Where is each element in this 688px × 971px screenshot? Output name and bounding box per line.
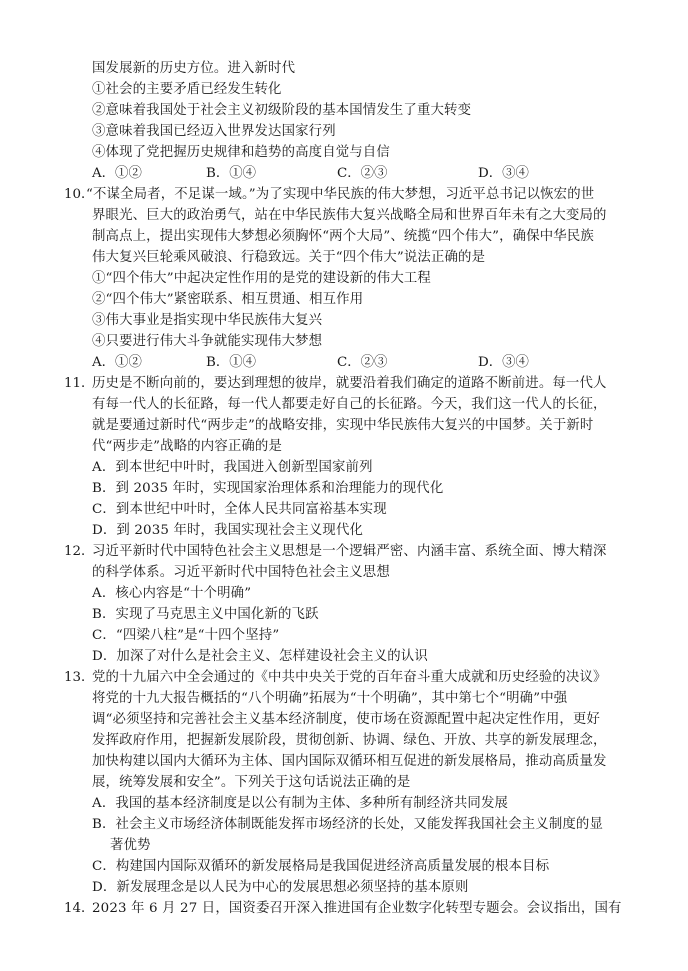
q10-statement-3: ③伟大事业是指实现中华民族伟大复兴 — [92, 313, 323, 328]
q11-stem-line-2: 有每一代人的长征路，每一代人都要走好自己的长征路。今天，我们这一代人的长征， — [92, 397, 607, 412]
q11-number: 11． — [64, 376, 95, 391]
q13-stem-line-2: 将党的十九大报告概括的“八个明确”拓展为“十个明确”，其中第七个“明确”中强 — [92, 691, 568, 706]
q10-stem-line-1: “不谋全局者，不足谋一域。”为了实现中华民族的伟大梦想，习近平总书记以恢宏的世 — [86, 187, 595, 202]
q10-statement-1: ①“四个伟大”中起决定性作用的是党的建设新的伟大工程 — [92, 271, 431, 286]
q13-option-b[interactable]: B．社会主义市场经济体制既能发挥市场经济的长处，又能发挥我国社会主义制度的显 — [92, 817, 603, 832]
q12-option-d[interactable]: D．加深了对什么是社会主义、怎样建设社会主义的认识 — [92, 649, 428, 664]
q12-stem-line-1: 习近平新时代中国特色社会主义思想是一个逻辑严密、内涵丰富、系统全面、博大精深 — [92, 544, 607, 559]
q10-stem-line-4: 伟大复兴巨轮乘风破浪、行稳致远。关于“四个伟大”说法正确的是 — [92, 250, 486, 265]
q13-stem-line-6: 展，统筹发展和安全”。下列关于这句话说法正确的是 — [92, 775, 411, 790]
q10-stem-line-2: 界眼光、巨大的政治勇气，站在中华民族伟大复兴战略全局和世界百年未有之大变局的 — [92, 208, 607, 223]
q13-option-a[interactable]: A．我国的基本经济制度是以公有制为主体、多种所有制经济共同发展 — [92, 796, 509, 811]
q11-stem-line-1: 历史是不断向前的，要达到理想的彼岸，就要沿着我们确定的道路不断前进。每一代人 — [92, 376, 607, 391]
q14-stem-line-1: 2023 年 6 月 27 日，国资委召开深入推进国有企业数字化转型专题会。会议指出，国有 — [92, 901, 622, 916]
q10-option-c[interactable]: C．②③ — [337, 355, 388, 370]
q13-option-b-continued: 著优势 — [110, 838, 151, 853]
q10-number: 10． — [64, 187, 95, 202]
q13-stem-line-1: 党的十九届六中全会通过的《中共中央关于党的百年奋斗重大成就和历史经验的决议》 — [92, 670, 607, 685]
q9-statement-2: ②意味着我国处于社会主义初级阶段的基本国情发生了重大转变 — [92, 103, 472, 118]
q9-stem-tail: 国发展新的历史方位。进入新时代 — [92, 61, 296, 76]
q12-option-a[interactable]: A．核心内容是“十个明确” — [92, 586, 252, 601]
q11-option-c[interactable]: C．到本世纪中叶时，全体人民共同富裕基本实现 — [92, 502, 387, 517]
q9-option-c[interactable]: C．②③ — [337, 166, 388, 181]
q11-option-d[interactable]: D．到 2035 年时，我国实现社会主义现代化 — [92, 523, 364, 538]
q13-stem-line-3: 调“必须坚持和完善社会主义基本经济制度，使市场在资源配置中起决定性作用，更好 — [92, 712, 600, 727]
q9-option-a[interactable]: A．①② — [92, 166, 142, 181]
q9-statement-4: ④体现了党把握历史规律和趋势的高度自觉与自信 — [92, 145, 390, 160]
q11-option-a[interactable]: A．到本世纪中叶时，我国进入创新型国家前列 — [92, 460, 373, 475]
q10-option-d[interactable]: D．③④ — [478, 355, 529, 370]
q13-stem-line-4: 发挥政府作用，把握新发展阶段，贯彻创新、协调、绿色、开放、共享的新发展理念， — [92, 733, 607, 748]
q12-option-b[interactable]: B．实现了马克思主义中国化新的飞跃 — [92, 607, 319, 622]
q11-option-b[interactable]: B．到 2035 年时，实现国家治理体系和治理能力的现代化 — [92, 481, 444, 496]
q9-option-b[interactable]: B．①④ — [206, 166, 257, 181]
q13-stem-line-5: 加快构建以国内大循环为主体、国内国际双循环相互促进的新发展格局，推动高质量发 — [92, 754, 607, 769]
q10-option-b[interactable]: B．①④ — [206, 355, 257, 370]
q13-option-c[interactable]: C．构建国内国际双循环的新发展格局是我国促进经济高质量发展的根本目标 — [92, 859, 550, 874]
q10-statement-4: ④只要进行伟大斗争就能实现伟大梦想 — [92, 334, 323, 349]
q9-statement-1: ①社会的主要矛盾已经发生转化 — [92, 82, 282, 97]
q12-number: 12． — [64, 544, 95, 559]
q10-statement-2: ②“四个伟大”紧密联系、相互贯通、相互作用 — [92, 292, 364, 307]
q11-stem-line-4: 代“两步走”战略的内容正确的是 — [92, 439, 283, 454]
q11-stem-line-3: 就是要通过新时代“两步走”的战略安排，实现中华民族伟大复兴的中国梦。关于新时 — [92, 418, 594, 433]
q12-stem-line-2: 的科学体系。习近平新时代中国特色社会主义思想 — [92, 565, 390, 580]
q12-option-c[interactable]: C．“四梁八柱”是“十四个坚持” — [92, 628, 280, 643]
q10-option-a[interactable]: A．①② — [92, 355, 142, 370]
q10-stem-line-3: 制高点上，提出实现伟大梦想必须胸怀“两个大局”、统揽“四个伟大”，确保中华民族 — [92, 229, 594, 244]
q13-number: 13． — [64, 670, 95, 685]
q13-option-d[interactable]: D．新发展理念是以人民为中心的发展思想必须坚持的基本原则 — [92, 880, 469, 895]
q9-statement-3: ③意味着我国已经迈入世界发达国家行列 — [92, 124, 336, 139]
q9-option-d[interactable]: D．③④ — [478, 166, 529, 181]
q14-number: 14． — [64, 901, 95, 916]
